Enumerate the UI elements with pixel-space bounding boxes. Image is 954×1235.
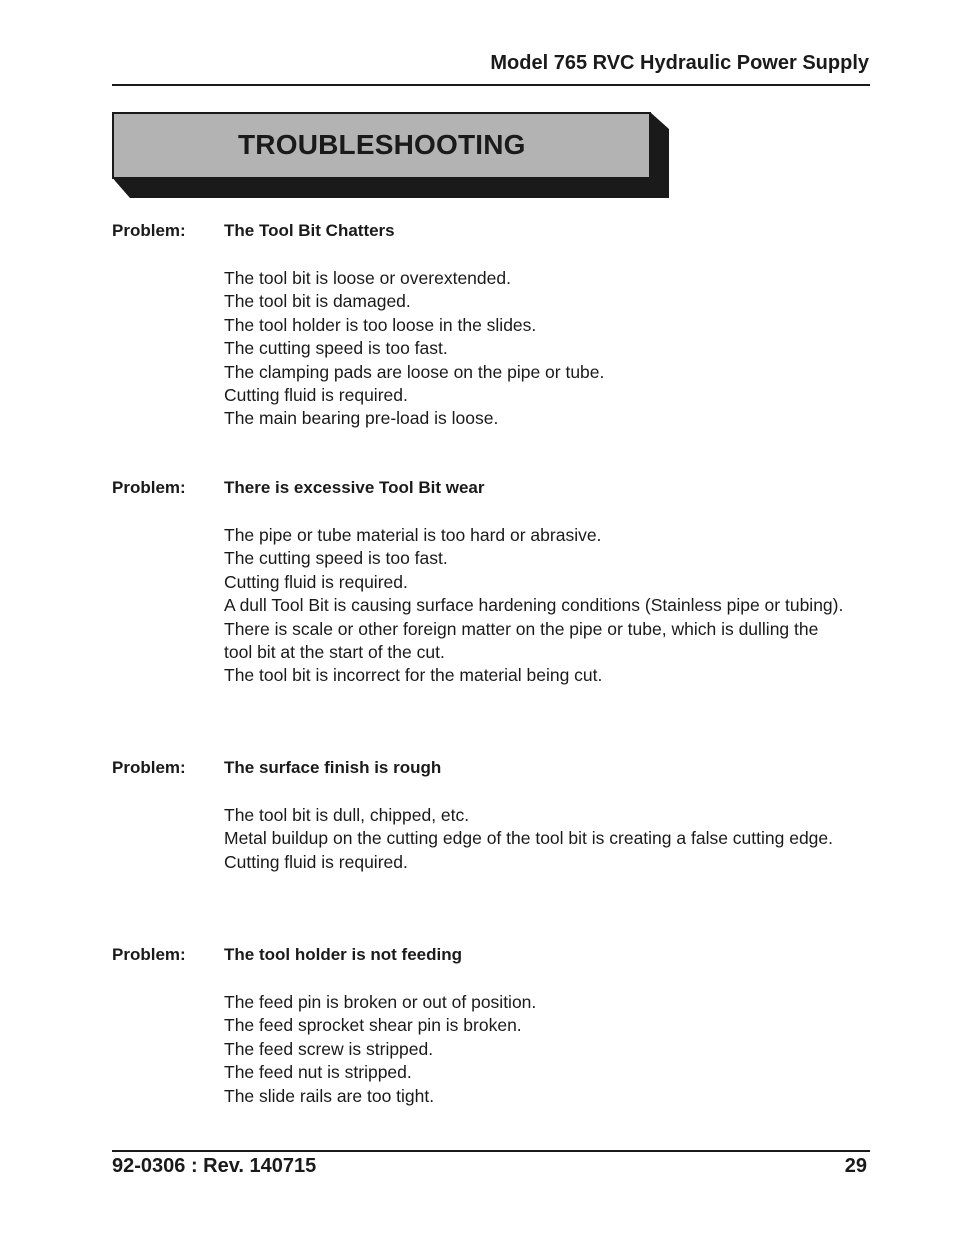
problem-block — [112, 758, 852, 874]
cause-item: Metal buildup on the cutting edge of the tool bit is creating a false cutting edge. — [224, 828, 834, 849]
cause-item: The tool holder is too loose in the slides. — [224, 314, 537, 335]
header-title: Model 765 RVC Hydraulic Power Supply — [490, 52, 869, 74]
cause-item: Cutting fluid is required. — [224, 385, 408, 406]
cause-item: The feed nut is stripped. — [224, 1062, 412, 1083]
cause-item: The clamping pads are loose on the pipe or tube. — [224, 361, 605, 382]
cause-item: The tool bit is dull, chipped, etc. — [224, 805, 470, 825]
problem-title: There is excessive Tool Bit wear — [224, 478, 485, 497]
cause-item: A dull Tool Bit is causing surface hardening conditions (Stainless pipe or tubing). — [224, 595, 844, 616]
cause-list — [224, 991, 849, 1108]
section-title: TROUBLESHOOTING — [238, 129, 526, 160]
cause-list — [224, 267, 849, 431]
cause-list — [224, 524, 849, 688]
problem-title: The surface finish is rough — [224, 758, 442, 777]
problem-block — [112, 221, 852, 431]
problem-label: Problem: — [112, 758, 186, 777]
cause-item: The tool bit is damaged. — [224, 291, 411, 312]
cause-item: There is scale or other foreign matter on the pipe or tube, which is dulling the tool bit at the start of the cut. — [224, 618, 819, 663]
cause-item: The slide rails are too tight. — [224, 1085, 435, 1106]
cause-item: The cutting speed is too fast. — [224, 338, 448, 359]
problem-label: Problem: — [112, 478, 186, 497]
document-number: 92-0306 : Rev. 140715 — [112, 1155, 317, 1177]
problem-label: Problem: — [112, 221, 186, 240]
problem-title: The tool holder is not feeding — [224, 945, 462, 964]
cause-item: The feed pin is broken or out of position. — [224, 992, 537, 1012]
cause-item: Cutting fluid is required. — [224, 571, 408, 592]
cause-item: The tool bit is incorrect for the material being cut. — [224, 665, 603, 686]
cause-item: The tool bit is loose or overextended. — [224, 268, 511, 288]
cause-list — [224, 804, 849, 874]
cause-item: The feed sprocket shear pin is broken. — [224, 1015, 522, 1036]
section-banner — [112, 112, 669, 198]
cause-item: The cutting speed is too fast. — [224, 548, 448, 569]
problem-block — [112, 478, 852, 688]
problem-block — [112, 945, 852, 1108]
header-rule — [112, 84, 870, 86]
cause-item: The main bearing pre-load is loose. — [224, 408, 499, 429]
page-number: 29 — [844, 1155, 867, 1177]
cause-item: The feed screw is stripped. — [224, 1038, 434, 1059]
cause-item: The pipe or tube material is too hard or abrasive. — [224, 525, 602, 545]
problem-title: The Tool Bit Chatters — [224, 221, 395, 240]
footer-rule — [112, 1150, 870, 1152]
problem-label: Problem: — [112, 945, 186, 964]
cause-item: Cutting fluid is required. — [224, 851, 408, 872]
